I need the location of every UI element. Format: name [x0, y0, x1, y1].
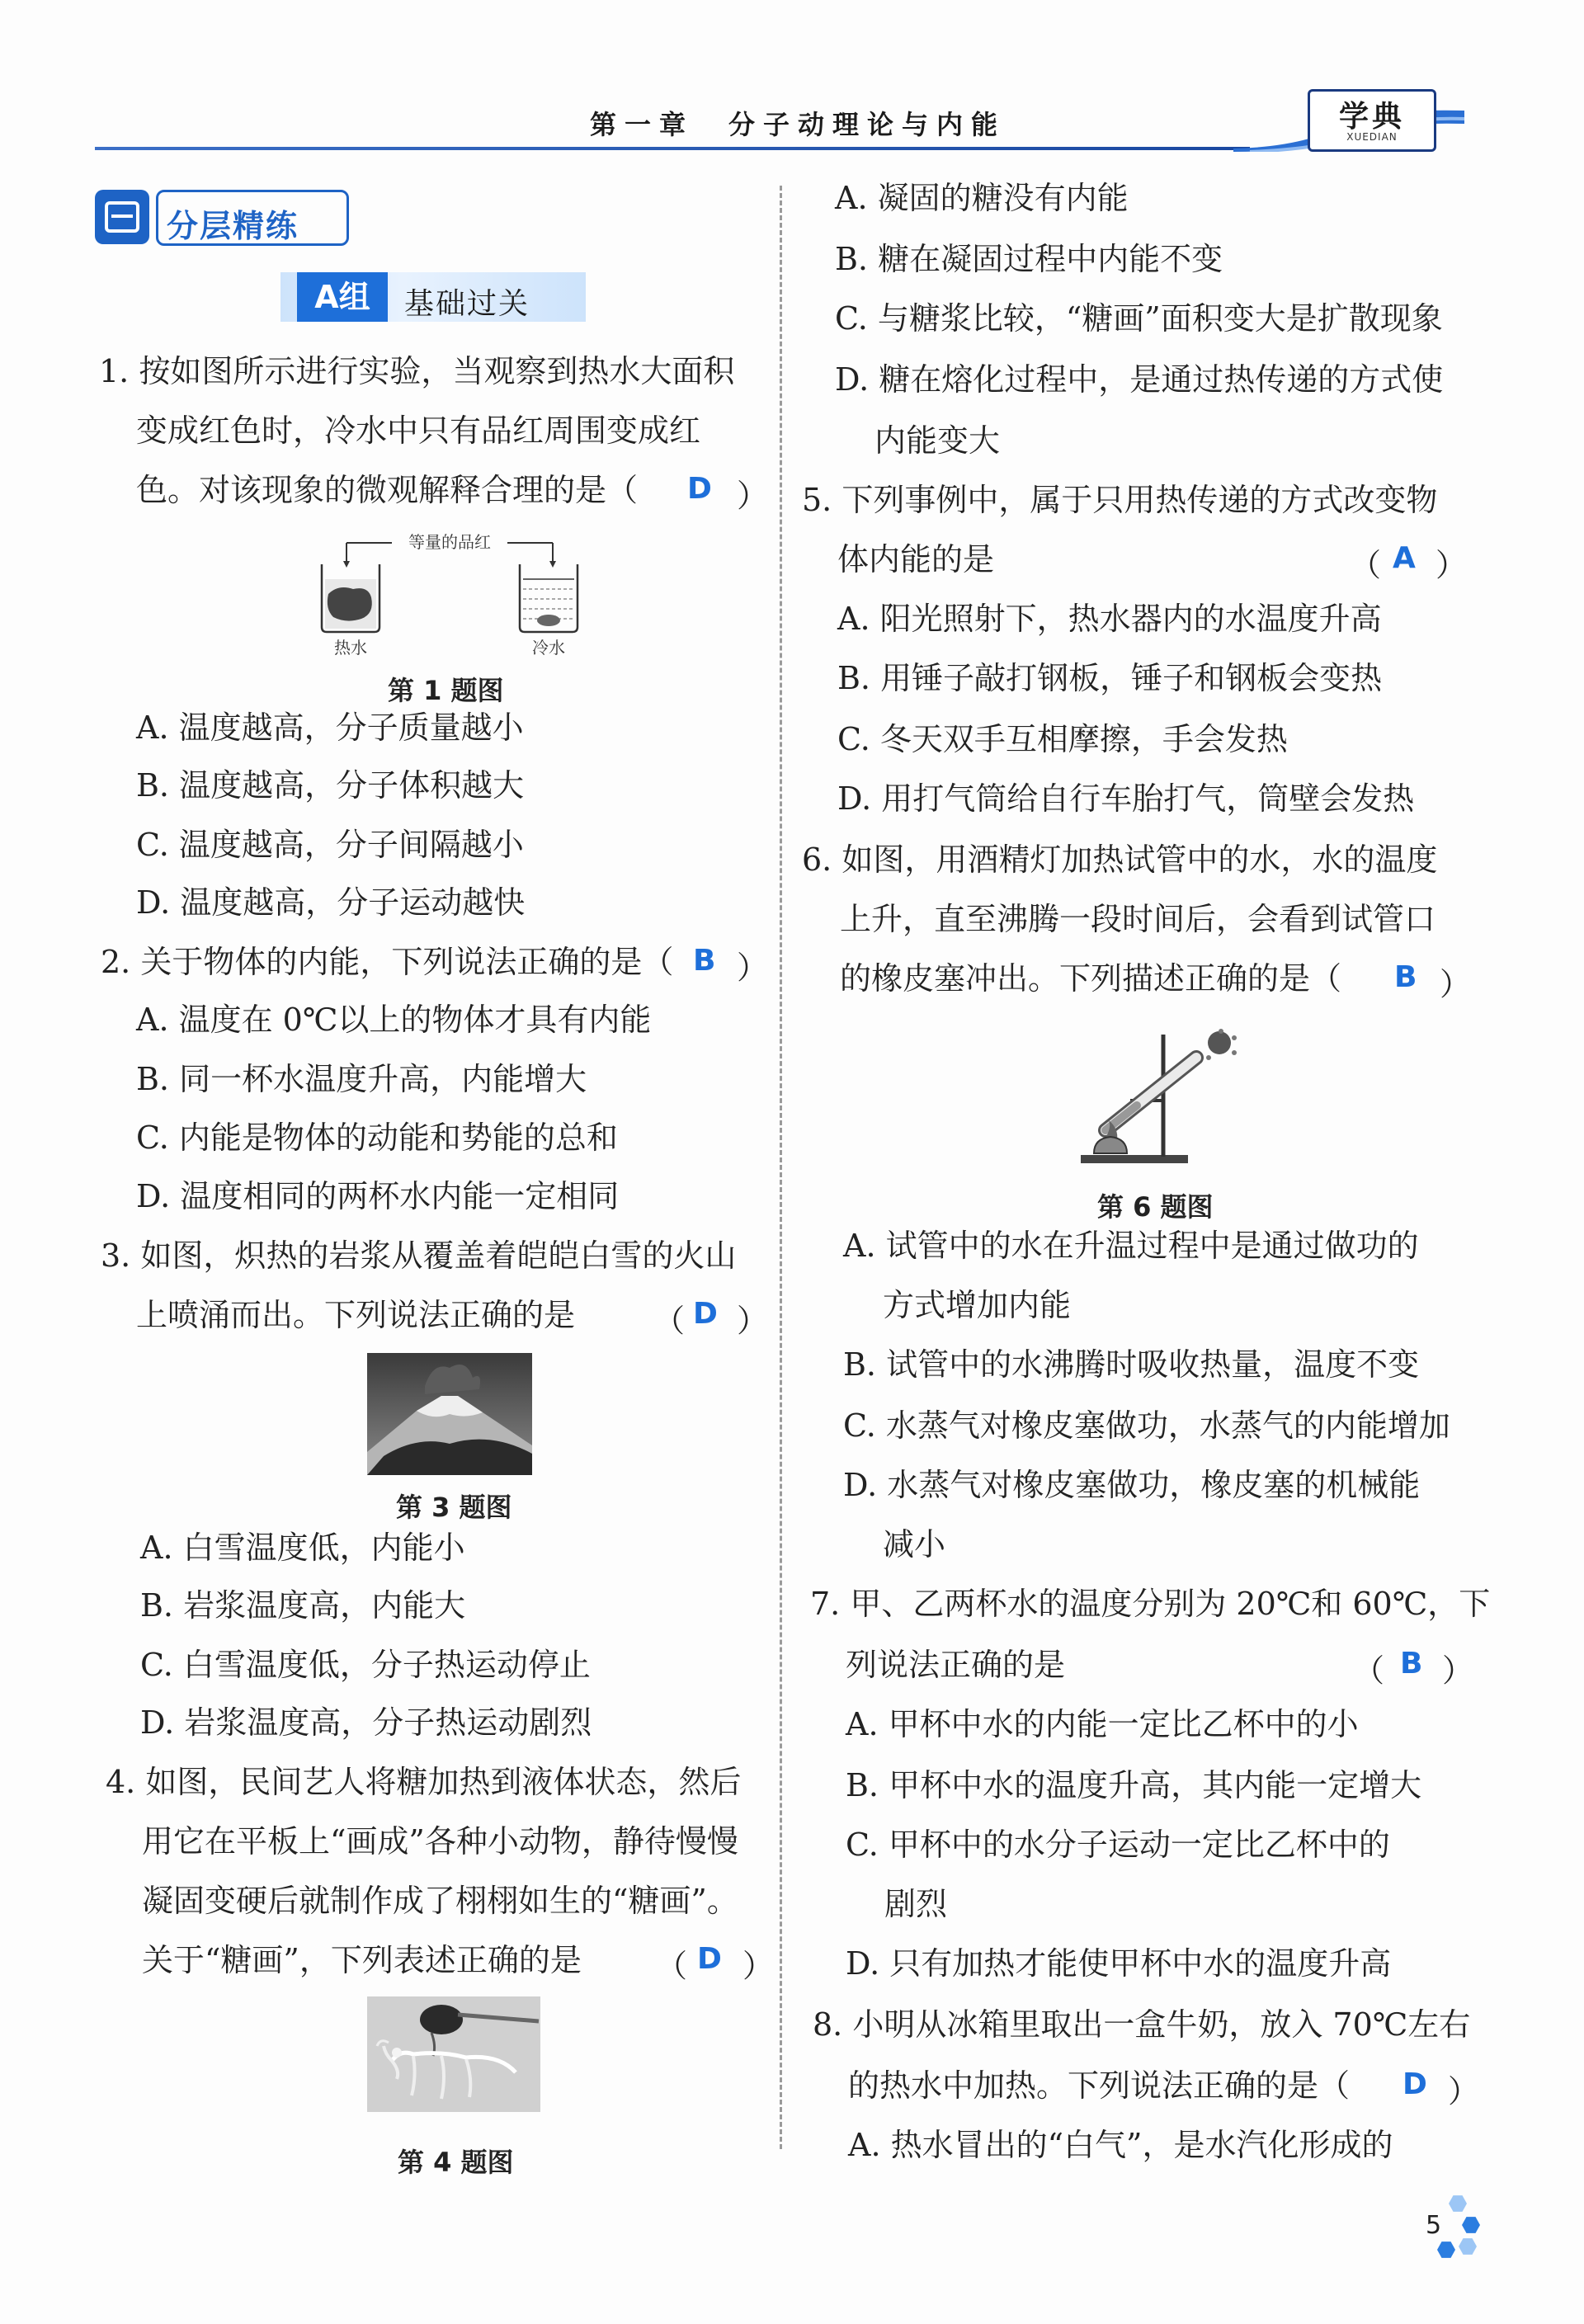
hot-water-label: 热水: [334, 638, 367, 658]
q1-option: A. 温度越高，分子质量越小: [136, 709, 524, 746]
q5-answer: A: [1393, 541, 1416, 575]
q4-option: D. 糖在熔化过程中，是通过热传递的方式使: [835, 361, 1444, 398]
q6-option-cont: 减小: [883, 1526, 946, 1563]
q6-stem-line: 上升，直至沸腾一段时间后，会看到试管口: [840, 901, 1436, 937]
q2-option: A. 温度在 0℃以上的物体才具有内能: [136, 1002, 652, 1038]
q1-beaker-figure: [314, 528, 594, 660]
q3-option: B. 岩浆温度高，内能大: [140, 1587, 466, 1624]
q6-option: D. 水蒸气对橡皮塞做功，橡皮塞的机械能: [843, 1467, 1421, 1503]
paren-open: （: [1350, 547, 1382, 583]
column-divider: [780, 186, 782, 2149]
q6-option-cont: 方式增加内能: [883, 1287, 1072, 1323]
paren-close: ）: [1436, 547, 1468, 583]
q2-option: B. 同一杯水温度升高，内能增大: [136, 1061, 587, 1097]
q4-option: C. 与糖浆比较，“糖画”面积变大是扩散现象: [835, 300, 1443, 337]
q2-option: C. 内能是物体的动能和势能的总和: [136, 1120, 618, 1156]
q4-option: A. 凝固的糖没有内能: [835, 180, 1129, 216]
page-number: 5: [1426, 2211, 1442, 2240]
q6-stem-line: 6. 如图，用酒精灯加热试管中的水，水的温度: [802, 841, 1438, 878]
q4-answer: D: [697, 1942, 722, 1976]
q3-stem-line: 3. 如图，炽热的岩浆从覆盖着皑皑白雪的火山: [101, 1237, 737, 1274]
q3-answer: D: [693, 1297, 718, 1331]
q1-option: B. 温度越高，分子体积越大: [136, 767, 525, 804]
q7-option: D. 只有加热才能使甲杯中水的温度升高: [846, 1945, 1392, 1982]
q7-option: C. 甲杯中的水分子运动一定比乙杯中的: [846, 1827, 1390, 1863]
decor-hexagon: [1459, 2237, 1477, 2256]
q7-stem-line: 7. 甲、乙两杯水的温度分别为 20℃和 60℃，下: [810, 1586, 1491, 1622]
q7-option-cont: 剧烈: [884, 1886, 948, 1922]
q4-stem-line: 4. 如图，民间艺人将糖加热到液体状态，然后: [106, 1764, 742, 1800]
paren-close: ）: [1442, 1652, 1474, 1689]
q3-option: C. 白雪温度低，分子热运动停止: [140, 1647, 591, 1683]
q8-stem-line: 的热水中加热。下列说法正确的是（: [848, 2067, 1351, 2104]
q4-option: B. 糖在凝固过程中内能不变: [835, 241, 1223, 277]
q1-stem-line: 变成红色时，冷水中只有品红周围变成红: [136, 412, 701, 449]
q5-option: A. 阳光照射下，热水器内的水温度升高: [837, 601, 1382, 637]
q1-caption: 第 1 题图: [388, 675, 504, 706]
q8-answer: D: [1402, 2067, 1427, 2101]
q6-stem-line: 的橡皮塞冲出。下列描述正确的是（: [840, 960, 1342, 997]
cold-water-label: 冷水: [532, 638, 565, 658]
q1-option: D. 温度越高，分子运动越快: [136, 884, 526, 921]
q7-option: B. 甲杯中水的温度升高，其内能一定增大: [846, 1767, 1422, 1803]
q6-option: A. 试管中的水在升温过程中是通过做功的: [843, 1228, 1419, 1264]
q2-answer: B: [693, 944, 716, 978]
q1-answer: D: [687, 472, 712, 506]
paren-open: （: [1353, 1652, 1385, 1689]
publisher-logo: 学典 XUEDIAN: [1308, 89, 1436, 152]
q1-stem-line: 1. 按如图所示进行实验，当观察到热水大面积: [99, 353, 735, 389]
q7-answer: B: [1400, 1647, 1423, 1681]
decor-hexagon: [1462, 2216, 1480, 2234]
q4-sugar-painting-photo: [367, 1996, 540, 2112]
q4-stem-line: 用它在平板上“画成”各种小动物，静待慢慢: [142, 1823, 738, 1860]
q5-stem-line: 5. 下列事例中，属于只用热传递的方式改变物: [802, 482, 1438, 518]
paren-close: ）: [737, 950, 769, 986]
q8-stem-line: 8. 小明从冰箱里取出一盒牛奶，放入 70℃左右: [813, 2006, 1471, 2043]
q3-stem-line: 上喷涌而出。下列说法正确的是: [136, 1297, 576, 1333]
q2-stem: 2. 关于物体的内能，下列说法正确的是（: [101, 944, 674, 980]
q6-test-tube-figure: [1072, 1025, 1246, 1173]
q1-option: C. 温度越高，分子间隔越小: [136, 827, 524, 863]
q2-option: D. 温度相同的两杯水内能一定相同: [136, 1178, 620, 1214]
q3-option: D. 岩浆温度高，分子热运动剧烈: [140, 1704, 592, 1741]
q8-option: A. 热水冒出的“白气”，是水汽化形成的: [848, 2127, 1393, 2163]
paren-open: （: [653, 1303, 686, 1339]
q6-option: B. 试管中的水沸腾时吸收热量，温度不变: [843, 1346, 1420, 1383]
paren-close: ）: [1448, 2073, 1480, 2110]
notebook-icon: [95, 190, 149, 244]
q7-option: A. 甲杯中水的内能一定比乙杯中的小: [846, 1706, 1359, 1742]
paren-close: ）: [737, 478, 769, 514]
decor-hexagon: [1437, 2241, 1455, 2259]
paren-close: ）: [742, 1948, 775, 1984]
q7-stem-line: 列说法正确的是: [846, 1647, 1066, 1683]
q4-caption: 第 4 题图: [398, 2147, 514, 2178]
paren-close: ）: [737, 1303, 769, 1339]
section-badge: [95, 190, 342, 244]
group-label: A组: [297, 272, 388, 322]
q5-stem-line: 体内能的是: [837, 541, 995, 577]
q6-option: C. 水蒸气对橡皮塞做功，水蒸气的内能增加: [843, 1407, 1450, 1444]
q5-option: C. 冬天双手互相摩擦，手会发热: [837, 721, 1288, 757]
q3-option: A. 白雪温度低，内能小: [140, 1530, 465, 1566]
group-banner: [280, 272, 586, 322]
q4-option-cont: 内能变大: [874, 422, 1001, 459]
page-header: [95, 89, 1460, 163]
q6-caption: 第 6 题图: [1097, 1191, 1214, 1223]
q4-stem-line: 关于“糖画”，下列表述正确的是: [142, 1942, 582, 1978]
section-title: 分层精练: [167, 208, 299, 244]
paren-open: （: [656, 1948, 688, 1984]
q6-answer: B: [1394, 960, 1417, 994]
chapter-title: 第一章 分子动理论与内能: [590, 109, 1006, 140]
q3-volcano-photo: [367, 1353, 532, 1475]
q1-stem-line: 色。对该现象的微观解释合理的是（: [136, 472, 639, 508]
decor-hexagon: [1449, 2194, 1467, 2213]
q3-caption: 第 3 题图: [396, 1492, 512, 1523]
q4-stem-line: 凝固变硬后就制作成了栩栩如生的“糖画”。: [142, 1883, 738, 1919]
q5-option: B. 用锤子敲打钢板，锤子和钢板会变热: [837, 660, 1383, 696]
header-rule: [95, 147, 1250, 150]
group-title: 基础过关: [404, 287, 530, 321]
q1-fig-label: 等量的品红: [408, 532, 491, 552]
paren-close: ）: [1440, 966, 1472, 1002]
q5-option: D. 用打气筒给自行车胎打气，筒壁会发热: [837, 780, 1415, 817]
